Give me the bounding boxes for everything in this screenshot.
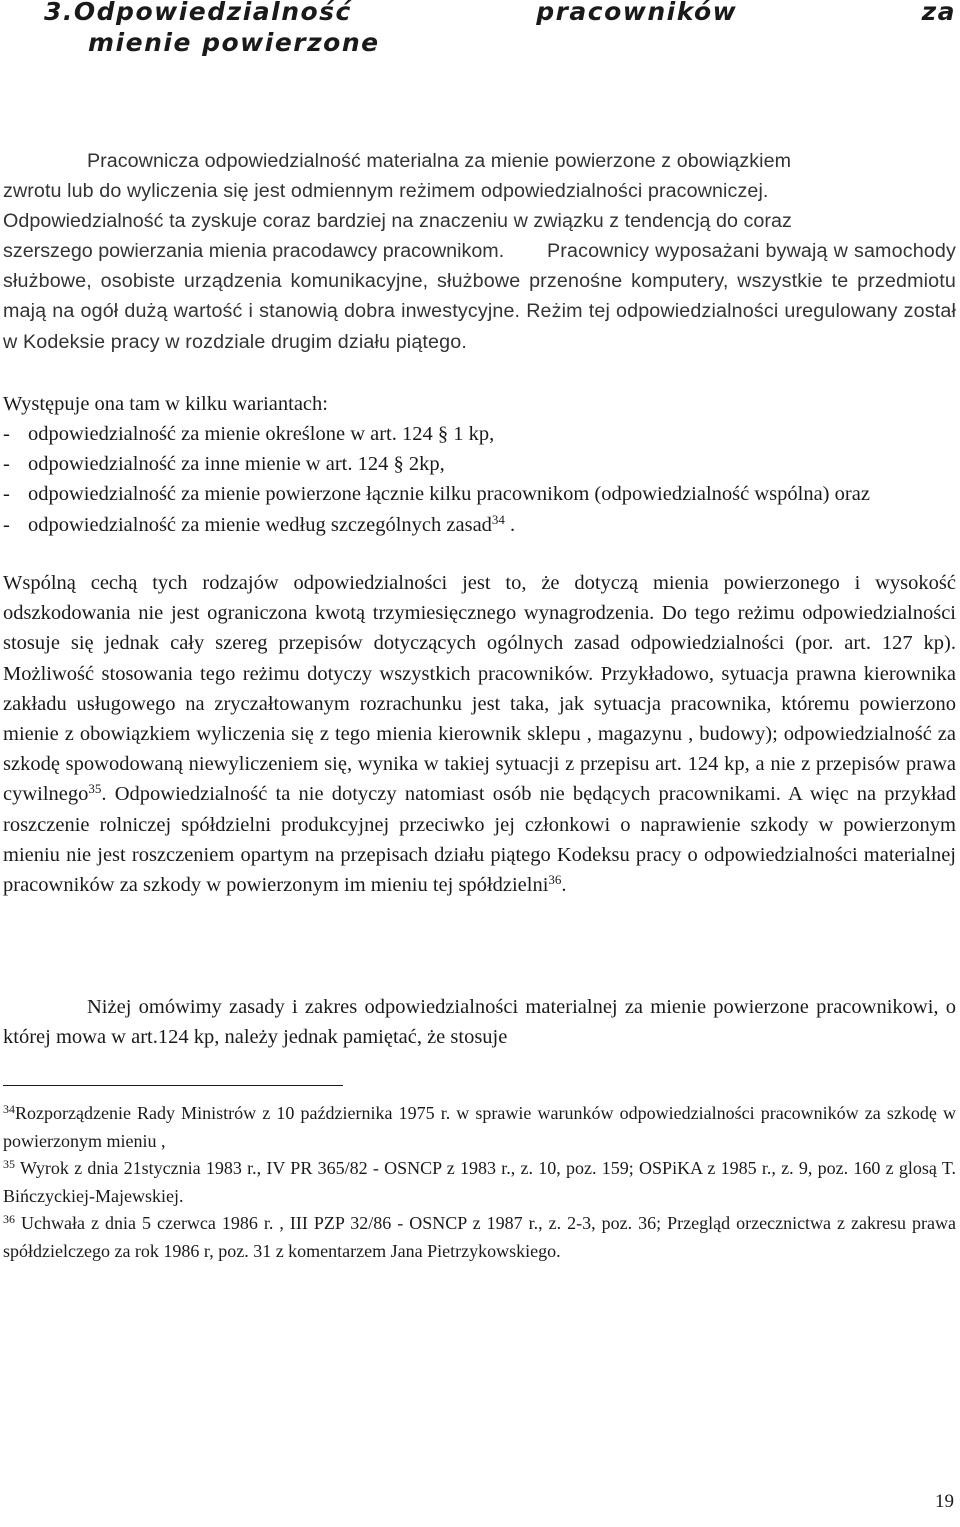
intro-line-4: szerszego powierzania mienia pracodawcy pracownikom. (3, 240, 505, 262)
list-item: - odpowiedzialność za mienie według szczególnych zasad$^{34}$ . (3, 511, 516, 536)
variants-intro: Występuje ona tam w kilku wariantach: (3, 393, 328, 415)
heading-number-and-word: 3.Odpowiedzialność (44, 0, 352, 26)
intro-paragraph-rest: Pracownicy wyposażani bywają w samochody służbowe, osobiste urządzenia komunikacyjne, służbowe przenośne komputery, wszystkie te przedmiotu mają na ogół dużą wartość i stanowią dobra inwestycyjne. Reżim tej odpowiedzialności uregulowany został w Kodeksie pracy w rozdziale drugim działu piątego. (3, 240, 956, 353)
footnote-36: $^{36}$ Uchwała z dnia 5 czerwca 1986 r. , III PZP 32/86 - OSNCP z 1987 r., z. 2-3, poz. 36; Przegląd orzecznictwa z zakresu prawa spółdzielczego za rok 1986 r, poz. 31 z komentarzem Jana Pietrzykowskiego. (3, 1212, 956, 1261)
section-heading-line-2: mienie powierzone (88, 28, 380, 57)
section-heading-line-1 (44, 0, 956, 27)
closing-paragraph: Niżej omówimy zasady i zakres odpowiedzialności materialnej za mienie powierzone pracownikowi, o której mowa w art.124 kp, należy jednak pamiętać, że stosuje (3, 996, 956, 1049)
footnote-ref: 36 (548, 872, 562, 888)
list-item: - odpowiedzialność za inne mienie w art. 124 § 2kp, (3, 453, 445, 476)
intro-line-1: Pracownicza odpowiedzialność materialna za mienie powierzone z obowiązkiem (87, 150, 792, 172)
intro-line-3: Odpowiedzialność ta zyskuje coraz bardziej na znaczeniu w związku z tendencją do coraz (3, 210, 792, 232)
footnote-ref: 34 (491, 511, 505, 527)
paragraph-sign-icon: § (437, 423, 449, 445)
paragraph-sign-icon: § (393, 453, 404, 476)
heading-word: za (921, 0, 956, 26)
footnote-separator (3, 1085, 343, 1086)
heading-word: pracowników (536, 0, 738, 26)
list-item: - odpowiedzialność za mienie określone w art. 124 § 1 kp, (3, 423, 495, 445)
footnote-ref: 35 (88, 781, 102, 797)
page-number: 19 (935, 1491, 954, 1512)
list-item: - odpowiedzialność za mienie powierzone łącznie kilku pracownikom (odpowiedzialność wspólna) oraz (3, 483, 870, 506)
body-paragraph: Wspólną cechą tych rodzajów odpowiedzialności jest to, że dotyczą mienia powierzonego i wysokość odszkodowania nie jest ograniczona kwotą trzymiesięcznego wynagrodzenia. Do tego reżimu odpowiedzialności stosuje się jednak cały szereg przepisów dotyczących ogólnych zasad odpowiedzialności (por. art. 127 kp). Możliwość stosowania tego reżimu dotyczy wszystkich pracowników. Przykładowo, sytuacja prawna kierownika zakładu usługowego na zryczałtowanym rozrachunku jest taka, jak sytuacja pracownika, któremu powierzono mienie z obowiązkiem wyliczenia się z tego mienia kierownik sklepu , magazynu , budowy); odpowiedzialność za szkodę spowodowaną niewyliczeniem się, wynika w takiej sytuacji z przepisu art. 124 kp, a nie z przepisów prawa cywilnego$^{35}$. Odpowiedzialność ta nie dotyczy natomiast osób nie będących pracownikami. A więc na przykład roszczenie rolniczej spółdzielni produkcyjnej przeciwko jej członkowi o naprawienie szkody w powierzonym mieniu nie jest roszczeniem opartym na przepisach działu piątego Kodeksu pracy o odpowiedzialności materialnej pracowników za szkody w powierzonym im mieniu tej spółdzielni$^{36}$. (3, 572, 956, 897)
footnote-34: $^{34}$Rozporządzenie Rady Ministrów z 10 października 1975 r. w sprawie warunków odpowiedzialności pracowników za szkodę w powierzonym mieniu , (3, 1102, 956, 1151)
intro-line-2: zwrotu lub do wyliczenia się jest odmiennym reżimem odpowiedzialności pracowniczej. (3, 180, 769, 202)
footnote-35: $^{35}$ Wyrok z dnia 21stycznia 1983 r., IV PR 365/82 - OSNCP z 1983 r., z. 10, poz. 159; OSPiKA z 1985 r., z. 9, poz. 160 z glosą T. Bińczyckiej-Majewskiej. (3, 1157, 956, 1206)
variants-list (3, 419, 956, 540)
section-heading (44, 0, 956, 58)
